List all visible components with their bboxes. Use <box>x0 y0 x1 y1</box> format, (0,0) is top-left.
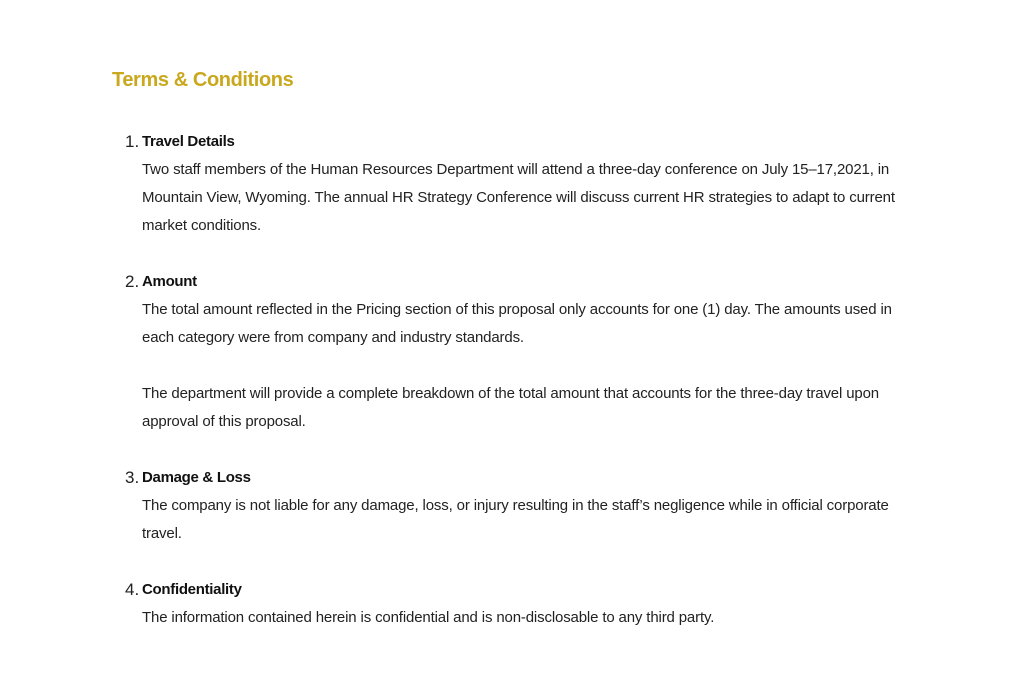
term-item-amount <box>112 268 912 436</box>
term-heading: Amount <box>142 273 197 290</box>
term-item-travel-details <box>112 128 912 240</box>
term-number: 4. <box>125 580 140 599</box>
term-paragraph: Two staff members of the Human Resources Department will attend a three-day conference on July 15–17,2021, in Mountain View, Wyoming. The annual HR Strategy Conference will discuss current HR strategies to adapt to current market conditions. <box>142 161 895 234</box>
term-paragraph: The total amount reflected in the Pricing section of this proposal only accounts for one (1) day. The amounts used in each category were from company and industry standards. <box>142 301 892 346</box>
terms-list <box>112 128 912 660</box>
term-paragraph: The department will provide a complete breakdown of the total amount that accounts for the three-day travel upon approval of this proposal. <box>142 385 879 430</box>
term-heading: Confidentiality <box>142 581 242 598</box>
term-item-confidentiality <box>112 576 912 632</box>
term-number: 2. <box>125 272 140 291</box>
term-heading: Damage & Loss <box>142 469 251 486</box>
term-paragraph: The company is not liable for any damage, loss, or injury resulting in the staff’s negligence while in official corporate travel. <box>142 497 889 542</box>
term-item-damage-loss <box>112 464 912 548</box>
term-heading: Travel Details <box>142 133 235 150</box>
term-number: 1. <box>125 132 140 151</box>
term-number: 3. <box>125 468 140 487</box>
term-paragraph: The information contained herein is confidential and is non-disclosable to any third party. <box>142 609 715 626</box>
page-title: Terms & Conditions <box>112 69 294 91</box>
